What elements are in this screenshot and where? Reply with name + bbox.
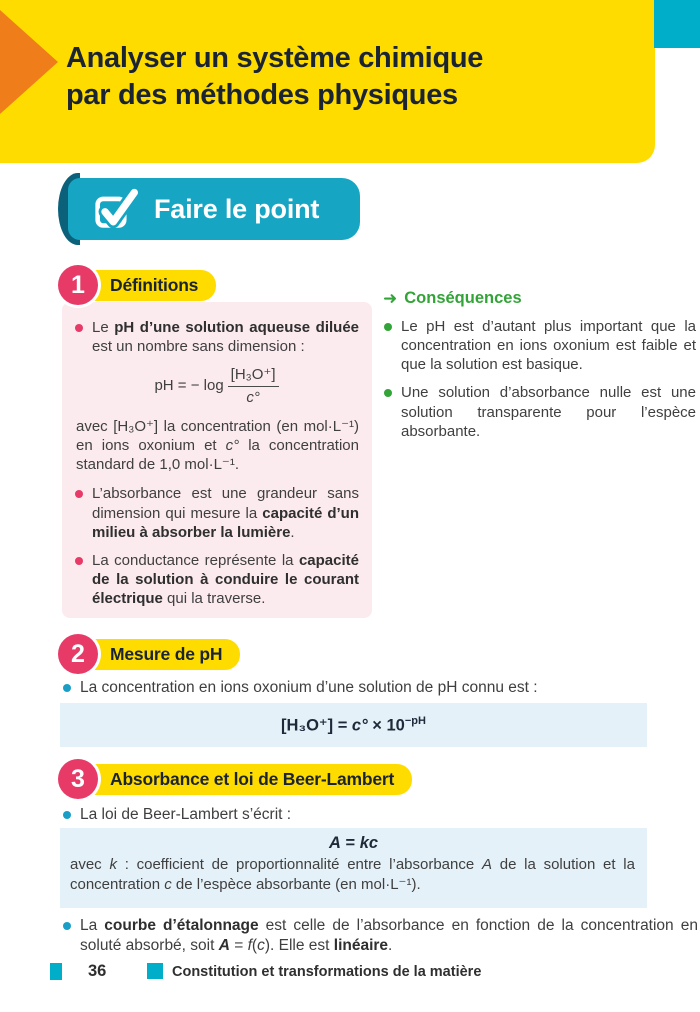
definition-ph-text (92, 318, 359, 356)
bullet-dot-icon (75, 324, 83, 332)
formula-segment: = (340, 834, 360, 852)
section-1-title: Définitions (84, 270, 216, 301)
definitions-box (62, 302, 372, 618)
page-footer (0, 958, 700, 988)
ph-formula (74, 365, 359, 406)
section-2-title: Mesure de pH (84, 639, 240, 670)
bullet-dot-icon (63, 684, 71, 692)
bullet-dot-icon (75, 557, 83, 565)
banner-label: Faire le point (154, 193, 320, 224)
mesure-ph-bullet (62, 678, 682, 698)
text-segment-italic: f (247, 937, 252, 955)
consequence-bullet-absorbance (383, 383, 696, 441)
text-segment: ( (251, 937, 258, 955)
beer-lambert-explanation (60, 853, 647, 894)
mesure-ph-text: La concentration en ions oxonium d’une solution de pH connu est : (80, 679, 538, 696)
text-segment: avec (76, 417, 114, 435)
formula-segment-italic: kc (359, 834, 379, 852)
definition-bullet-absorbance (74, 484, 359, 542)
consequences-heading (383, 288, 696, 310)
text-segment: la concentration (en mol·L⁻¹) en ions oxonium et (76, 417, 360, 454)
text-segment-bold-italic: A (218, 937, 230, 955)
section-2-number-badge: 2 (58, 634, 98, 674)
text-segment-italic: A (481, 856, 492, 873)
text-segment-bold: capacité d’un milieu à absorber la lumière (92, 504, 359, 541)
text-segment-italic: c° (225, 436, 240, 454)
consequence-absorbance-text: Une solution d’absorbance nulle est une solution transparente pour l’espèce absorbante. (401, 384, 696, 440)
section-2-heading (58, 634, 240, 674)
text-segment: . (290, 523, 295, 541)
beer-lambert-bullet (62, 805, 682, 825)
text-segment: La (80, 917, 105, 934)
etalonnage-bullet (62, 916, 698, 956)
text-segment-bold: pH d’une solution aqueuse diluée (114, 319, 359, 336)
bullet-dot-icon (63, 922, 71, 930)
ph-formula-note (76, 417, 359, 475)
text-segment: qui la traverse. (162, 590, 266, 608)
formula-fraction (228, 365, 279, 406)
checkbox-check-icon (94, 187, 138, 231)
definition-absorbance-text (92, 484, 359, 542)
section-1-heading (58, 265, 216, 305)
formula-segment: × 10 (367, 716, 405, 735)
text-segment: ). Elle est (264, 937, 334, 955)
definition-conductance-text (92, 551, 359, 609)
text-segment: avec (70, 856, 110, 873)
text-segment: : coefficient de proportionnalité entre l’absorbance (116, 856, 482, 873)
text-segment-bold: linéaire (333, 937, 389, 955)
fraction-denominator: c° (246, 388, 260, 406)
text-segment-italic: k (109, 856, 117, 873)
beer-lambert-formula-box (60, 828, 647, 908)
text-segment-bold: courbe d’étalonnage (104, 917, 259, 934)
text-segment: L’absorbance est une grandeur sans dimension qui mesure la (92, 485, 359, 522)
page-number: 36 (88, 962, 107, 980)
footer-edge-mark (50, 963, 62, 980)
consequence-ph-text: Le pH est d’autant plus important que la concentration en ions oxonium est faible et que la solution est basique. (401, 317, 696, 374)
faire-le-point-banner (58, 178, 368, 240)
formula-segment: [H₃O⁺] = (281, 716, 352, 735)
corner-tab (654, 0, 700, 48)
fraction-numerator: [H₃O⁺] (228, 365, 279, 386)
consequence-bullet-ph (383, 317, 696, 375)
formula-lhs: pH = − log (154, 377, 224, 395)
section-3-heading (58, 759, 412, 799)
ph-concentration-formula (60, 715, 647, 736)
consequences-column (383, 288, 696, 450)
bullet-dot-icon (384, 389, 392, 397)
bullet-dot-icon (75, 490, 83, 498)
chapter-title (66, 40, 483, 114)
section-1-number-badge: 1 (58, 265, 98, 305)
section-3-title: Absorbance et loi de Beer-Lambert (84, 764, 412, 795)
formula-exponent: −pH (404, 715, 426, 727)
text-segment: est celle de l’absorbance en fonction de la concentration en soluté absorbé, soit (80, 917, 698, 955)
bullet-dot-icon (63, 811, 71, 819)
text-segment: la concentration standard de 1,0 mol·L⁻¹. (76, 436, 359, 474)
text-segment: de l’espèce absorbante (en mol·L⁻¹). (171, 875, 421, 893)
consequences-title: Conséquences (404, 289, 522, 308)
text-segment: [H₃O⁺] (113, 417, 159, 435)
text-segment: Le (92, 319, 115, 336)
chapter-title-line2: par des méthodes physiques (66, 79, 458, 112)
chapter-square-icon (147, 963, 163, 979)
chapter-arrow-icon (0, 10, 58, 114)
ph-concentration-formula-box (60, 703, 647, 747)
text-segment: La conductance représente la (92, 551, 299, 569)
chapter-footer-title: Constitution et transformations de la matière (172, 964, 482, 980)
etalonnage-text (80, 916, 698, 956)
text-segment: . (388, 937, 393, 955)
text-segment-italic: c (164, 875, 172, 893)
text-segment-bold: capacité de la solution à conduire le courant électrique (92, 551, 359, 608)
text-segment-italic: c (257, 937, 265, 955)
formula-segment-italic: A (328, 834, 341, 852)
text-segment: de la solution et la concentration (70, 856, 635, 893)
beer-lambert-intro-text: La loi de Beer-Lambert s’écrit : (80, 806, 292, 823)
section-3-number-badge: 3 (58, 759, 98, 799)
text-segment: est un nombre sans dimension : (92, 338, 305, 356)
chapter-title-line1: Analyser un système chimique (66, 42, 484, 74)
text-segment: = (229, 937, 248, 955)
beer-lambert-formula (60, 834, 647, 853)
definition-bullet-conductance (74, 551, 359, 609)
bullet-dot-icon (384, 323, 392, 331)
arrow-right-icon: ➜ (383, 289, 398, 308)
definition-bullet-ph (74, 318, 359, 356)
banner-band (68, 178, 360, 240)
formula-segment-italic: c° (351, 716, 368, 735)
